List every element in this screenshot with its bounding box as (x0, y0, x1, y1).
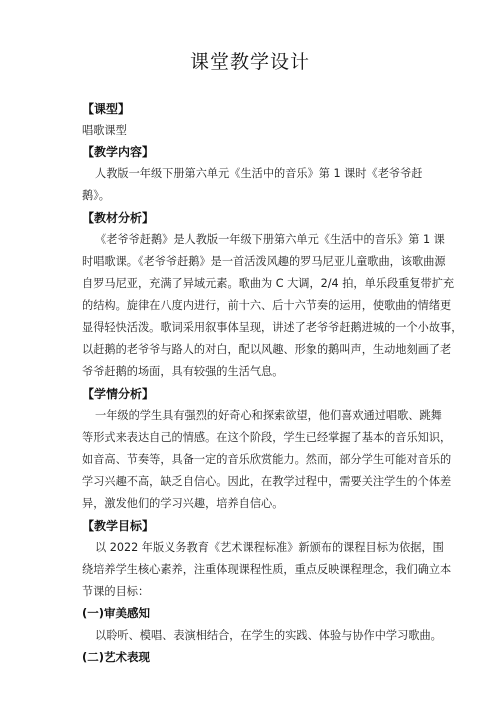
content-line-2: 鹅》。 (82, 189, 110, 202)
material-line-2: 时唱歌课。《老爷爷赶鹅》是一首活泼风趣的罗马尼亚儿童歌曲，该歌曲源 (82, 255, 446, 268)
document-title: 课堂教学设计 (189, 51, 310, 73)
students-line-5: 异，激发他们的学习兴趣，培养自信心。 (82, 497, 284, 510)
students-line-4: 学习兴趣不高，缺乏自信心。因此，在教学过程中，需要关注学生的个体差 (82, 475, 452, 488)
goals-line-1: 以 2022 年版义务教育《艺术课程标准》新颁布的课程目标为依据，围 (95, 541, 444, 554)
aesthetic-line-1: 以聆听、模唱、表演相结合，在学生的实践、体验与协作中学习歌曲。 (95, 629, 442, 642)
lesson-type-text: 唱歌课型 (82, 124, 127, 137)
goals-line-2: 绕培养学生核心素养，注重体现课程性质，重点反映课程理念，我们确立本 (82, 563, 452, 576)
material-line-1: 《老爷爷赶鹅》是人教版一年级下册第六单元《生活中的音乐》第 1 课 (95, 233, 445, 246)
heading-content: 【教学内容】 (82, 145, 155, 159)
material-line-7: 爷爷赶鹅的场面，具有较强的生活气息。 (82, 365, 284, 378)
content-line-1: 人教版一年级下册第六单元《生活中的音乐》第 1 课时《老爷爷赶 (95, 167, 423, 180)
heading-students: 【学情分析】 (82, 387, 155, 401)
students-line-3: 如音高、节奏等，具备一定的音乐欣赏能力。然而，部分学生可能对音乐的 (82, 453, 452, 466)
material-line-6: 以赶鹅的老爷爷与路人的对白，配以风趣、形象的鹅叫声，生动地刻画了老 (82, 343, 452, 356)
subheading-artistic-expression: (二)艺术表现 (82, 650, 151, 664)
heading-material: 【教材分析】 (82, 211, 155, 225)
material-line-5: 显得轻快活泼。歌词采用叙事体呈现，讲述了老爷爷赶鹅进城的一个小故事， (82, 321, 463, 334)
students-line-1: 一年级的学生具有强烈的好奇心和探索欲望，他们喜欢通过唱歌、跳舞 (95, 409, 442, 422)
goals-line-3: 节课的目标： (82, 585, 150, 598)
material-line-4: 的结构。旋律在八度内进行，前十六、后十六节奏的运用，使歌曲的情绪更 (82, 299, 452, 312)
material-line-3: 自罗马尼亚，充满了异域元素。歌曲为 C 大调，2/4 拍，单乐段重复带扩充 (82, 277, 455, 290)
subheading-aesthetic-perception: (一)审美感知 (82, 606, 151, 620)
heading-lesson-type: 【课型】 (82, 102, 131, 116)
students-line-2: 等形式来表达自己的情感。在这个阶段，学生已经掌握了基本的音乐知识， (82, 431, 452, 444)
heading-goals: 【教学目标】 (82, 519, 155, 533)
